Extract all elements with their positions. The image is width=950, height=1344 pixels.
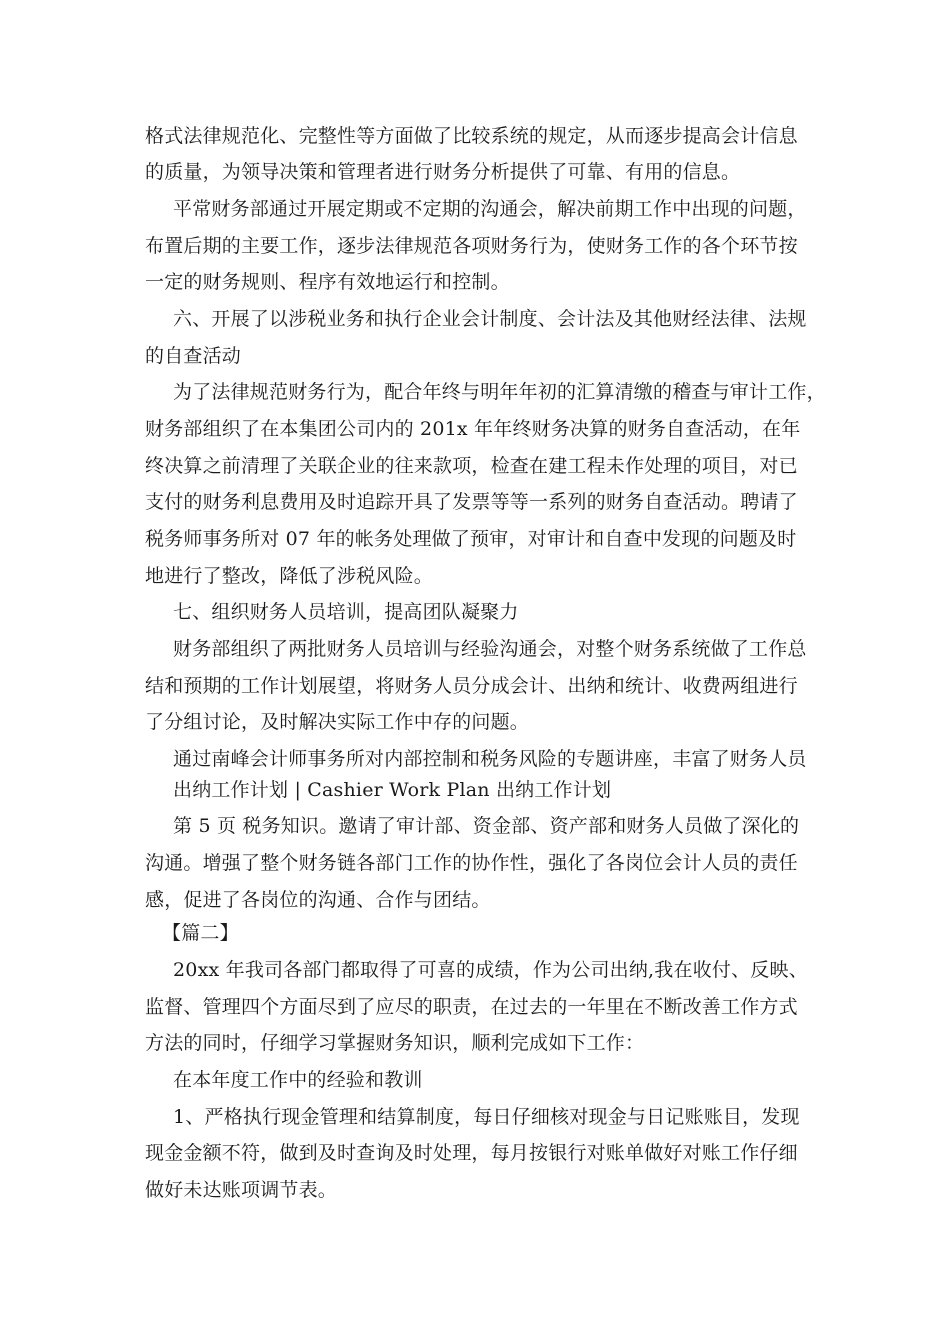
paragraph-line: 的质量，为领导决策和管理者进行财务分析提供了可靠、有用的信息。 [145, 161, 741, 183]
paragraph-line: 沟通。增强了整个财务链各部门工作的协作性，强化了各岗位会计人员的责任 [145, 852, 798, 874]
section-heading: 六、开展了以涉税业务和执行企业会计制度、会计法及其他财经法律、法规 [173, 308, 807, 330]
page-footer-title: 出纳工作计划 | Cashier Work Plan 出纳工作计划 [173, 779, 612, 801]
paragraph-line: 现金金额不符，做到及时查询及时处理，每月按银行对账单做好对账工作仔细 [145, 1142, 798, 1164]
paragraph-line: 感，促进了各岗位的沟通、合作与团结。 [145, 889, 491, 911]
paragraph-line: 20xx 年我司各部门都取得了可喜的成绩，作为公司出纳,我在收付、反映、 [173, 959, 808, 981]
paragraph-line: 地进行了整改，降低了涉税风险。 [145, 565, 434, 587]
paragraph-line: 平常财务部通过开展定期或不定期的沟通会，解决前期工作中出现的问题， [173, 198, 807, 220]
paragraph-line: 做好未达账项调节表。 [145, 1179, 338, 1201]
section-heading: 在本年度工作中的经验和教训 [173, 1069, 423, 1091]
page-number-line: 第 5 页 税务知识。邀请了审计部、资金部、资产部和财务人员做了深化的 [173, 815, 800, 837]
paragraph-line: 财务部组织了两批财务人员培训与经验沟通会，对整个财务系统做了工作总 [173, 638, 807, 660]
paragraph-line: 布置后期的主要工作，逐步法律规范各项财务行为，使财务工作的各个环节按 [145, 235, 798, 257]
chapter-heading: 【篇二】 [162, 922, 239, 944]
paragraph-line: 财务部组织了在本集团公司内的 201x 年年终财务决算的财务自查活动，在年 [145, 418, 801, 440]
section-heading: 七、组织财务人员培训，提高团队凝聚力 [173, 601, 519, 623]
paragraph-line: 格式法律规范化、完整性等方面做了比较系统的规定，从而逐步提高会计信息 [145, 125, 798, 147]
paragraph-line: 了分组讨论，及时解决实际工作中存的问题。 [145, 711, 530, 733]
section-heading: 的自查活动 [145, 345, 242, 367]
paragraph-line: 终决算之前清理了关联企业的往来款项，检查在建工程未作处理的项目，对已 [145, 455, 798, 477]
paragraph-line: 结和预期的工作计划展望，将财务人员分成会计、出纳和统计、收费两组进行 [145, 675, 798, 697]
paragraph-line: 税务师事务所对 07 年的帐务处理做了预审，对审计和自查中发现的问题及时 [145, 528, 797, 550]
paragraph-line: 为了法律规范财务行为，配合年终与明年年初的汇算清缴的稽查与审计工作， [173, 381, 826, 403]
paragraph-line: 通过南峰会计师事务所对内部控制和税务风险的专题讲座，丰富了财务人员 [173, 748, 807, 770]
paragraph-line: 监督、管理四个方面尽到了应尽的职责，在过去的一年里在不断改善工作方式 [145, 996, 798, 1018]
paragraph-line: 支付的财务利息费用及时追踪开具了发票等等一系列的财务自查活动。聘请了 [145, 491, 798, 513]
paragraph-line: 1、严格执行现金管理和结算制度，每日仔细核对现金与日记账账目，发现 [173, 1106, 800, 1128]
paragraph-line: 一定的财务规则、程序有效地运行和控制。 [145, 271, 510, 293]
paragraph-line: 方法的同时，仔细学习掌握财务知识，顺利完成如下工作： [145, 1032, 645, 1054]
